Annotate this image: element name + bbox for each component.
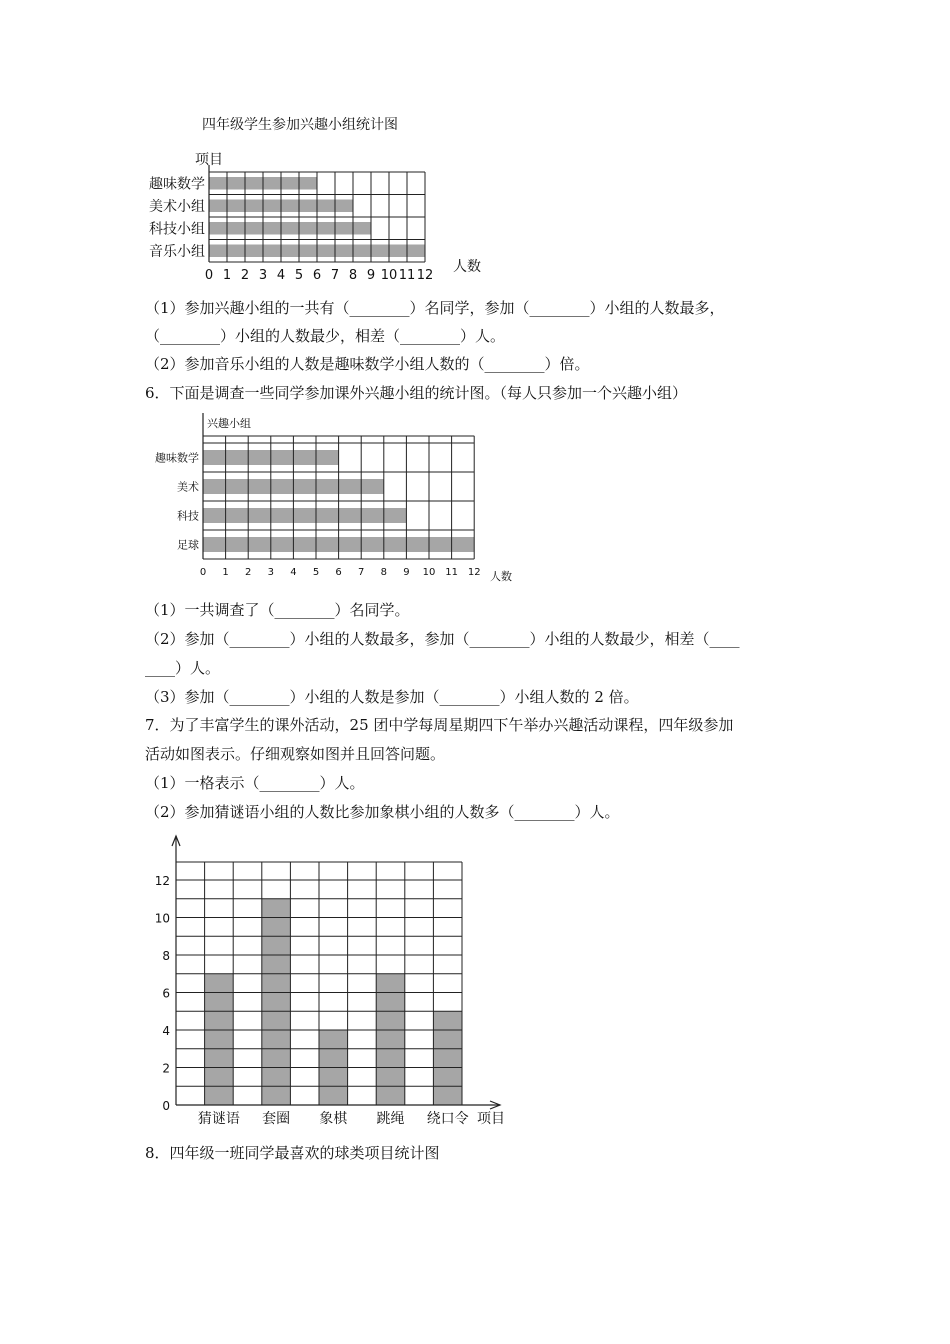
chart1-category-label: 趣味数学 xyxy=(149,176,205,193)
chart3-y-tick-label: 6 xyxy=(162,986,170,1001)
q7-line-3: （1）一格表示（________）人。 xyxy=(145,774,365,792)
chart1-x-tick-label: 0 xyxy=(204,268,214,283)
q6-line-3: ____）人。 xyxy=(145,659,221,677)
chart2-x-tick-label: 4 xyxy=(290,567,297,578)
chart1-x-tick-label: 6 xyxy=(312,268,322,283)
q5-line-3: （2）参加音乐小组的人数是趣味数学小组人数的（________）倍。 xyxy=(145,355,590,373)
chart3-category-label: 猜谜语 xyxy=(197,1111,240,1127)
chart2-x-tick-label: 6 xyxy=(335,567,342,578)
chart2-x-tick-label: 1 xyxy=(222,567,229,578)
q7-line-1: 7．为了丰富学生的课外活动，25 团中学每周星期四下午举办兴趣活动课程，四年级参加 xyxy=(145,716,734,734)
chart1-category-label: 音乐小组 xyxy=(149,244,205,261)
chart3-category-label: 跳绳 xyxy=(376,1111,405,1127)
q5-line-1: （1）参加兴趣小组的一共有（________）名同学，参加（________）小组的人数最多， xyxy=(145,299,725,317)
chart1-x-tick-label: 5 xyxy=(294,268,304,283)
chart2-x-tick-label: 12 xyxy=(467,567,481,578)
chart1-x-tick-label: 1 xyxy=(222,268,232,283)
chart3-y-tick-label: 0 xyxy=(162,1099,170,1113)
q8-heading: 8．四年级一班同学最喜欢的球类项目统计图 xyxy=(145,1144,440,1162)
chart2-category-label: 美术 xyxy=(177,480,199,494)
chart2-x-tick-label: 10 xyxy=(422,567,436,578)
chart1-x-tick-label: 2 xyxy=(240,268,250,283)
chart3-y-tick-label: 12 xyxy=(154,874,170,888)
chart3-bar-1 xyxy=(205,974,234,1105)
q6-line-1: （1）一共调查了（________）名同学。 xyxy=(145,601,410,619)
chart2-x-tick-label: 11 xyxy=(445,567,458,578)
chart1-title: 四年级学生参加兴趣小组统计图 xyxy=(202,117,398,133)
chart1-category-label: 美术小组 xyxy=(149,199,205,216)
chart2-x-tick-label: 8 xyxy=(380,567,387,578)
chart2-y-axis-label: 兴趣小组 xyxy=(207,417,251,430)
q5-line-2: （________）小组的人数最少，相差（________）人。 xyxy=(145,327,506,345)
chart1-x-axis-label: 人数 xyxy=(453,259,481,275)
chart2-x-tick-label: 2 xyxy=(245,567,252,578)
chart1-x-tick-label: 3 xyxy=(258,268,268,283)
chart3-y-tick-label: 2 xyxy=(162,1061,170,1076)
chart1-y-axis-label: 项目 xyxy=(195,152,223,168)
q6-heading: 6．下面是调查一些同学参加课外兴趣小组的统计图。（每人只参加一个兴趣小组） xyxy=(145,384,688,402)
q6-line-4: （3）参加（________）小组的人数是参加（________）小组人数的 2 倍。 xyxy=(145,688,639,706)
chart1-x-tick-label: 9 xyxy=(366,268,376,283)
chart3-bar-2 xyxy=(262,899,291,1105)
chart3-category-label: 套圈 xyxy=(262,1111,291,1127)
chart3-category-label: 绕口令 xyxy=(426,1111,469,1127)
chart3-y-tick-label: 8 xyxy=(162,949,170,963)
chart1-x-tick-label: 7 xyxy=(330,268,340,283)
chart1-x-tick-label: 10 xyxy=(380,268,398,283)
chart3-category-label: 象棋 xyxy=(319,1111,348,1127)
q7-line-2: 活动如图表示。仔细观察如图并且回答问题。 xyxy=(145,745,446,763)
chart2-x-tick-label: 9 xyxy=(403,567,410,578)
chart2-category-label: 足球 xyxy=(177,538,199,552)
chart2-x-tick-label: 3 xyxy=(267,567,274,578)
chart3-y-tick-label: 4 xyxy=(162,1024,170,1038)
q7-line-4: （2）参加猜谜语小组的人数比参加象棋小组的人数多（________）人。 xyxy=(145,803,620,821)
chart3-y-tick-label: 10 xyxy=(154,911,170,926)
chart2-x-tick-label: 7 xyxy=(358,567,365,578)
chart1-x-tick-label: 11 xyxy=(398,268,416,283)
chart1-x-tick-label: 4 xyxy=(276,268,286,283)
chart3-bar-4 xyxy=(376,974,405,1105)
chart2-x-axis-label: 人数 xyxy=(490,570,512,583)
chart2-category-label: 趣味数学 xyxy=(155,451,199,465)
chart1-x-tick-label: 12 xyxy=(416,268,434,283)
chart1-x-tick-label: 8 xyxy=(348,268,358,283)
chart2-category-label: 科技 xyxy=(177,509,199,523)
chart2-x-tick-label: 5 xyxy=(312,567,320,578)
chart2-x-tick-label: 0 xyxy=(199,567,207,578)
chart3-x-axis-label: 项目 xyxy=(477,1111,505,1127)
chart1-category-label: 科技小组 xyxy=(149,221,205,238)
q6-line-2: （2）参加（________）小组的人数最多，参加（________）小组的人数最少，相差（____ xyxy=(145,630,740,648)
chart3-bar-5 xyxy=(433,1011,462,1105)
